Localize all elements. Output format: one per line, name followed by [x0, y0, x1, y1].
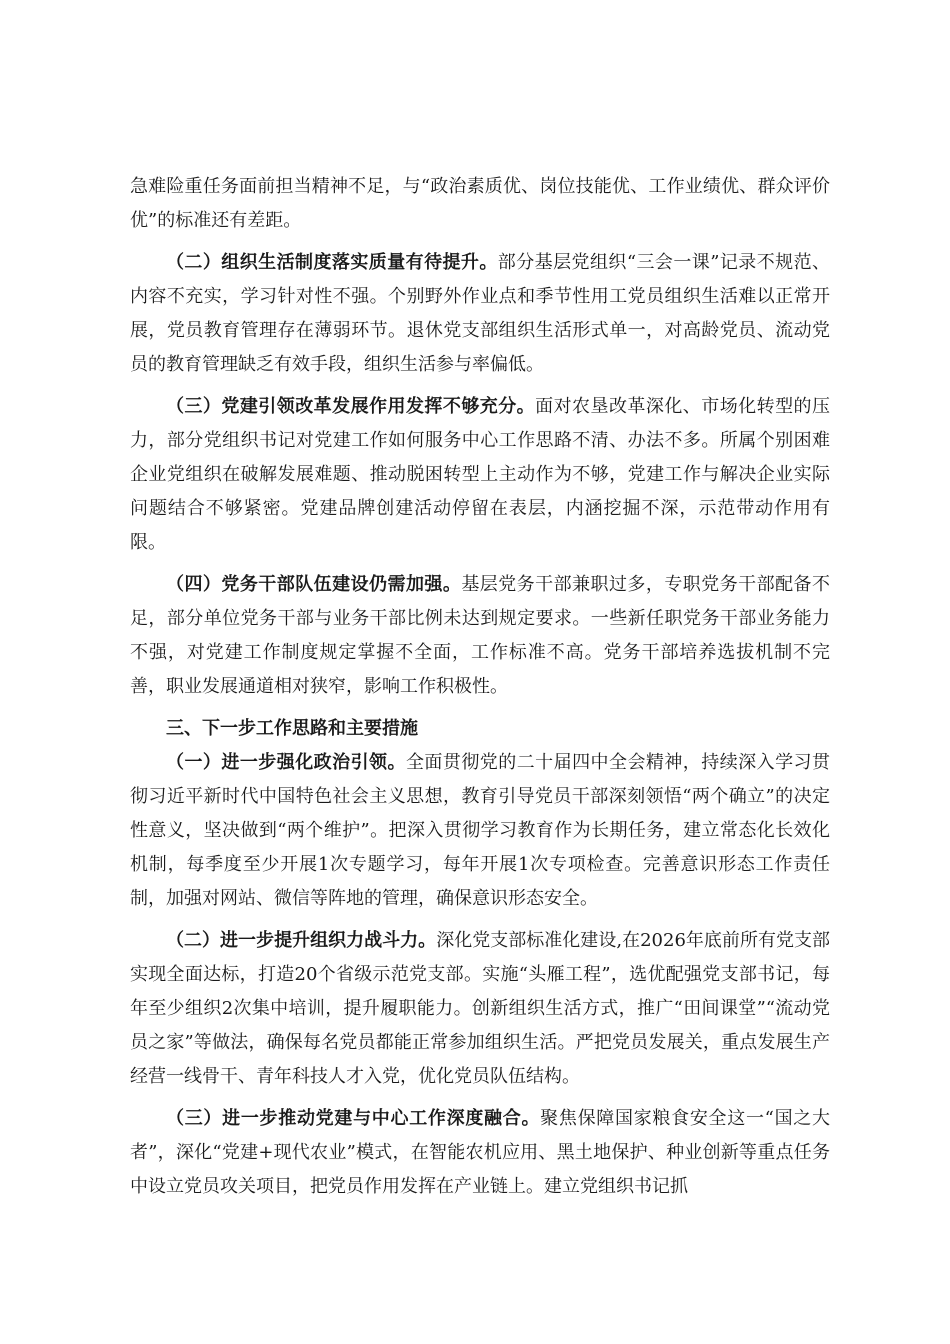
problem-paragraph-4 [130, 568, 830, 704]
paragraph-lead: （三）进一步推动党建与中心工作深度融合。 [166, 1108, 541, 1129]
paragraph-lead: （四）党务干部队伍建设仍需加强。 [166, 574, 462, 595]
paragraph-lead: （二）组织生活制度落实质量有待提升。 [166, 252, 498, 273]
paragraph-body: 聚焦保障国家粮食安全这一“国之大者”，深化“党建+现代农业”模式，在智能农机应用、黑土地保护、种业创新等重点任务中设立党员攻关项目，把党员作用发挥在产业链上。建立党组织书记抓 [130, 1108, 830, 1197]
paragraph-lead: （一）进一步强化政治引领。 [166, 752, 406, 773]
paragraph-continuation [130, 170, 830, 238]
problem-paragraph-3 [130, 390, 830, 560]
paragraph-body: 面对农垦改革深化、市场化转型的压力，部分党组织书记对党建工作如何服务中心工作思路不清、办法不多。所属个别困难企业党组织在破解发展难题、推动脱困转型上主动作为不够，党建工作与解决企业实际问题结合不够紧密。党建品牌创建活动停留在表层，内涵挖掘不深，示范带动作用有限。 [130, 396, 830, 553]
paragraph-body: 基层党务干部兼职过多，专职党务干部配备不足，部分单位党务干部与业务干部比例未达到规定要求。一些新任职党务干部业务能力不强，对党建工作制度规定掌握不全面，工作标准不高。党务干部培养选拔机制不完善，职业发展通道相对狭窄，影响工作积极性。 [130, 574, 830, 697]
paragraph-lead: （二）进一步提升组织力战斗力。 [166, 930, 437, 951]
section-heading: 三、下一步工作思路和主要措施 [166, 718, 418, 739]
paragraph-body: 急难险重任务面前担当精神不足，与“政治素质优、岗位技能优、工作业绩优、群众评价优”的标准还有差距。 [130, 176, 830, 231]
measure-paragraph-2 [130, 924, 830, 1094]
paragraph-body: 深化党支部标准化建设,在2026年底前所有党支部实现全面达标，打造20个省级示范党支部。实施“头雁工程”，选优配强党支部书记，每年至少组织2次集中培训，提升履职能力。创新组织生活方式，推广“田间课堂”“流动党员之家”等做法，确保每名党员都能正常参加组织生活。严把党员发展关，重点发展生产经营一线骨干、青年科技人才入党，优化党员队伍结构。 [130, 930, 830, 1087]
measure-paragraph-1 [130, 746, 830, 916]
paragraph-body: 部分基层党组织“三会一课”记录不规范、内容不充实，学习针对性不强。个别野外作业点和季节性用工党员组织生活难以正常开展，党员教育管理存在薄弱环节。退休党支部组织生活形式单一，对高龄党员、流动党员的教育管理缺乏有效手段，组织生活参与率偏低。 [130, 252, 830, 375]
paragraph-lead: （三）党建引领改革发展作用发挥不够充分。 [166, 396, 536, 417]
paragraph-body: 全面贯彻党的二十届四中全会精神，持续深入学习贯彻习近平新时代中国特色社会主义思想，教育引导党员干部深刻领悟“两个确立”的决定性意义，坚决做到“两个维护”。把深入贯彻学习教育作为长期任务，建立常态化长效化机制，每季度至少开展1次专题学习，每年开展1次专项检查。完善意识形态工作责任制，加强对网站、微信等阵地的管理，确保意识形态安全。 [130, 752, 831, 909]
problem-paragraph-2 [130, 246, 830, 382]
document-page [130, 170, 830, 1204]
measure-paragraph-3 [130, 1102, 830, 1204]
